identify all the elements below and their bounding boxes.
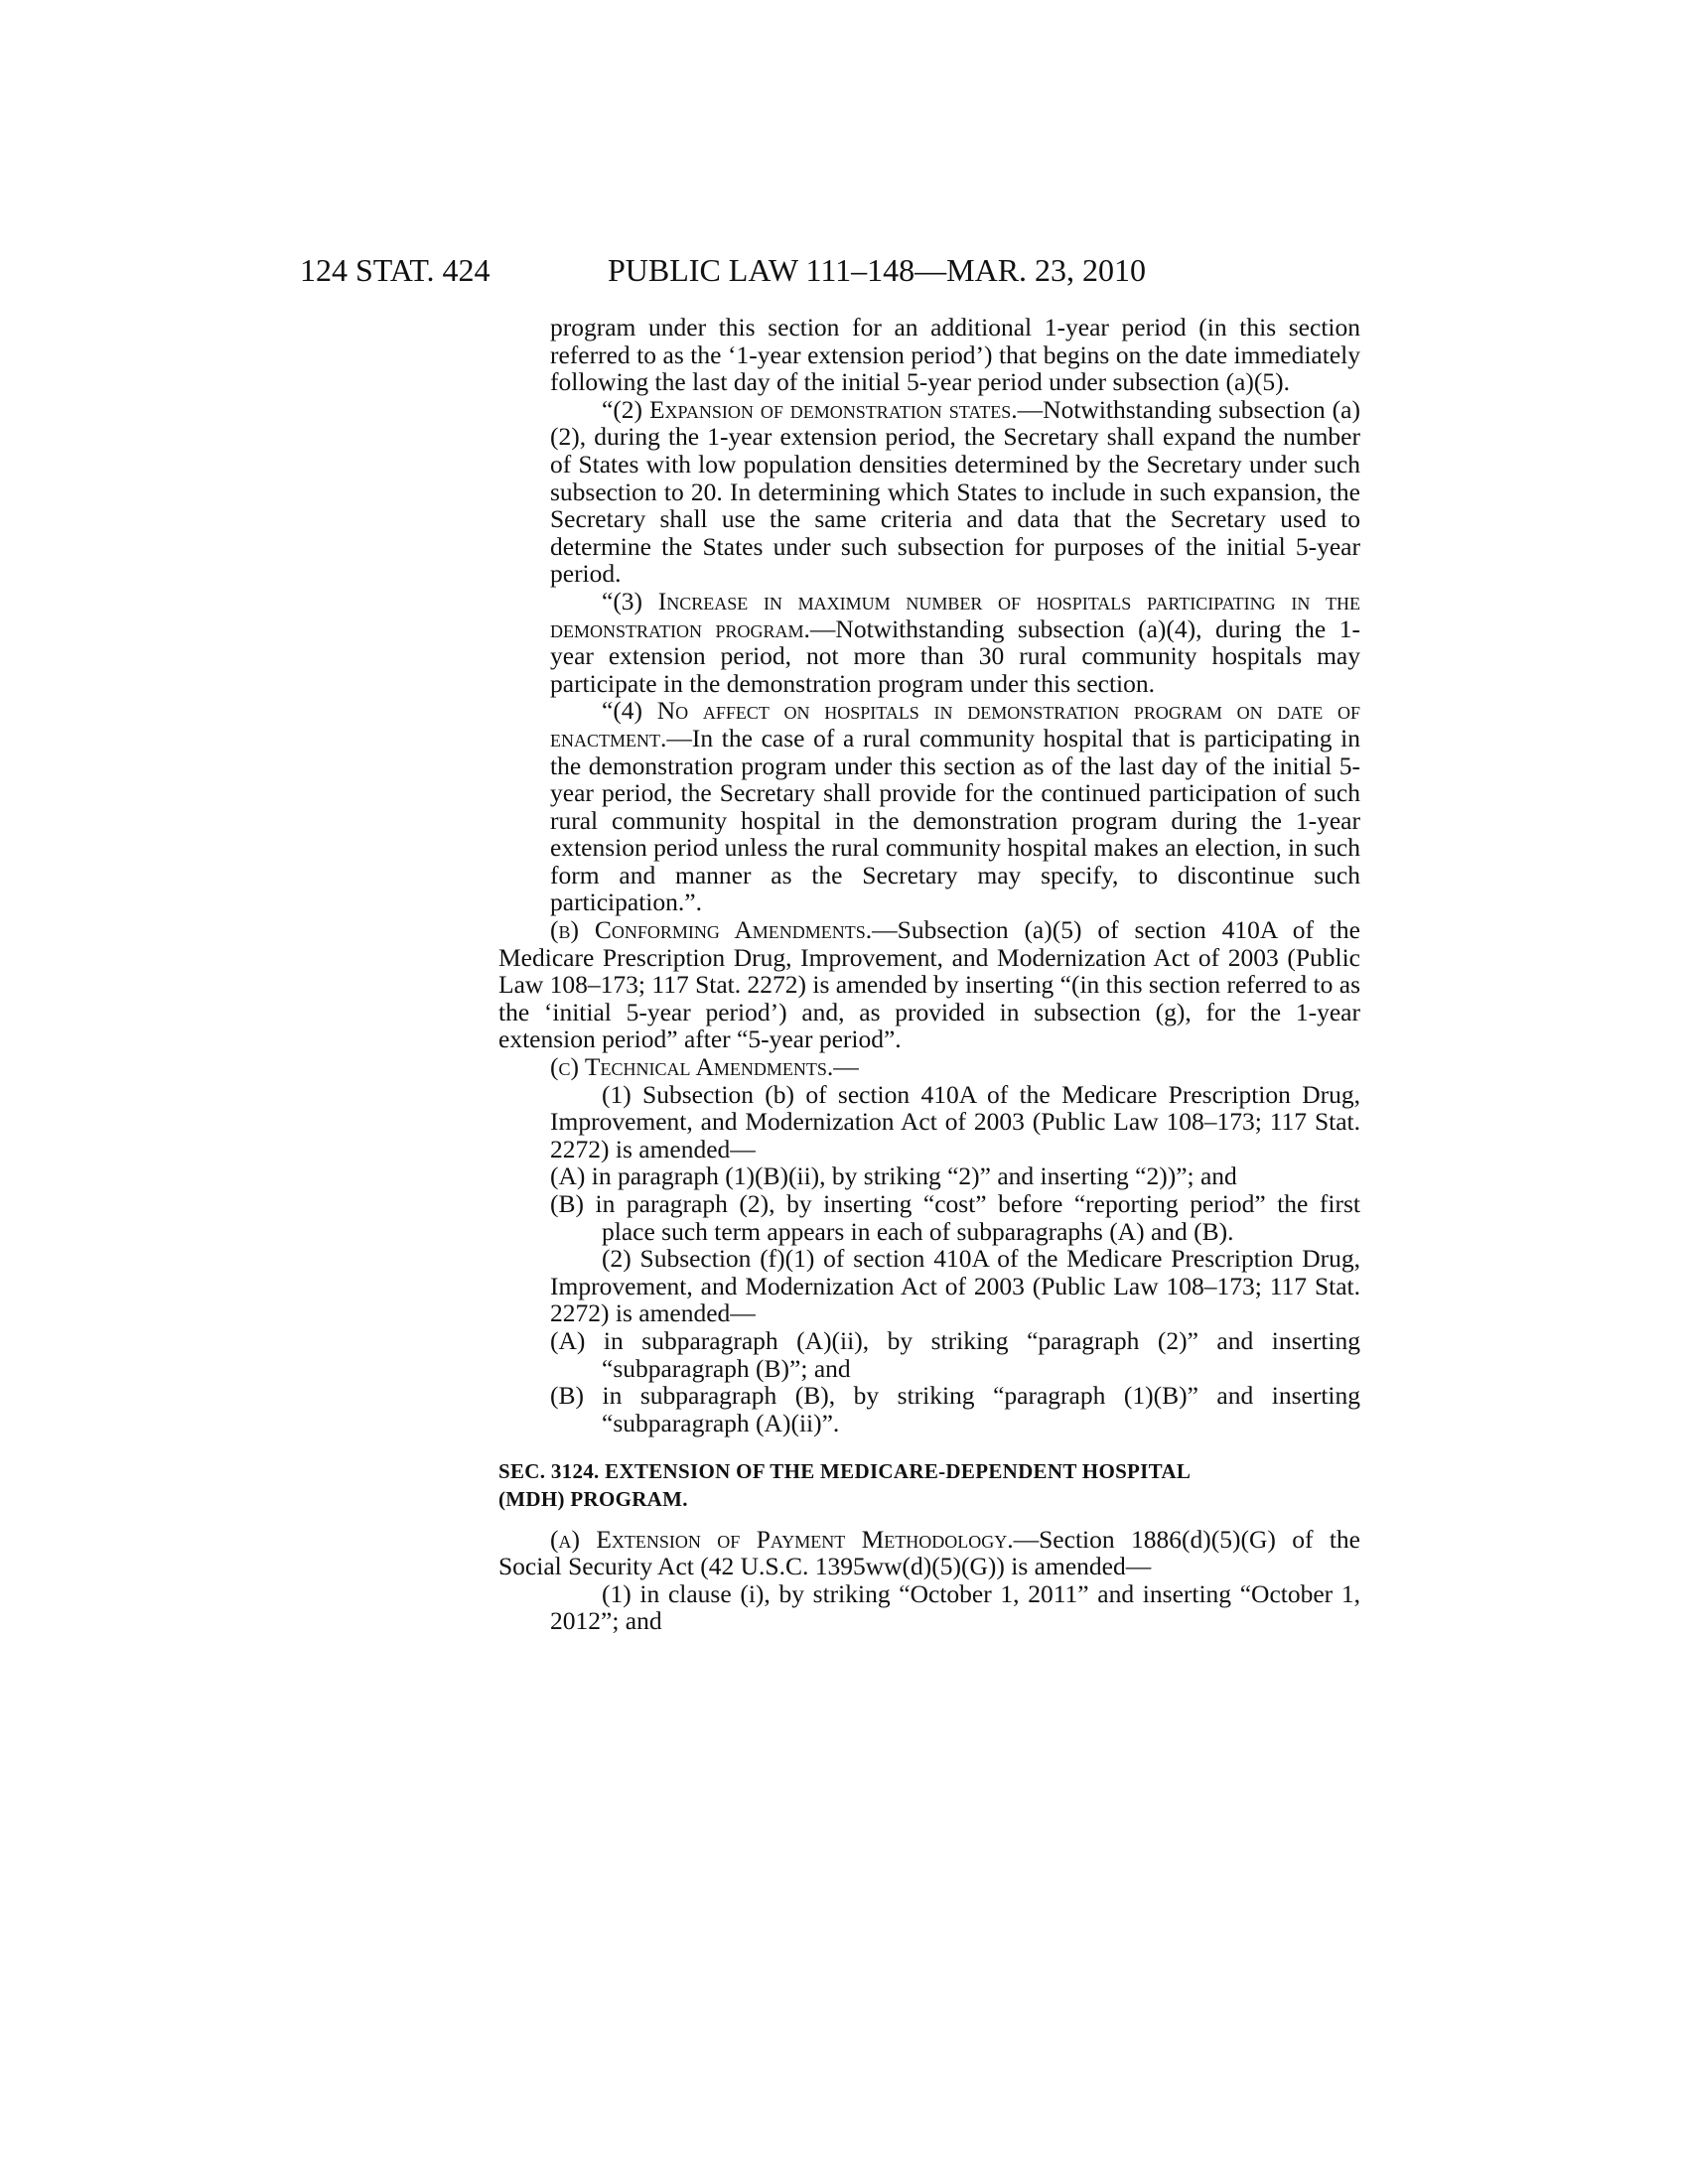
subsection-c	[498, 1053, 1360, 1081]
subsection-heading: (b) Conforming Amendments.	[550, 915, 873, 945]
paragraph-c1: (1) Subsection (b) of section 410A of the Medicare Prescription Drug, Improvement, and Modernization Act of 2003 (Public Law 108–173; 117 Stat. 2272) is amended—	[550, 1079, 1360, 1163]
subsection-a	[498, 1526, 1360, 1580]
running-head: PUBLIC LAW 111–148—MAR. 23, 2010	[608, 252, 1147, 288]
paragraph-no-affect	[550, 697, 1360, 916]
paragraph-continuation: program under this section for an additional 1-year period (in this section referred to as the ‘1-year extension period’) that begins on the date immediately following the last day of the initial 5-year period under subsection (a)(5).	[550, 313, 1360, 397]
paragraph-text: —In the case of a rural community hospital that is participating in the demonstration program under this section as of the last day of the initial 5-year period, the Secretary shall provide for the continued participation of such rural community hospital in the demonstration program during the 1-year extension period unless the rural community hospital makes an election, in such form and manner as the Secretary may specify, to discontinue such participation.”.	[550, 723, 1360, 917]
paragraph-text: —Notwithstanding subsection (a)(4), during the 1-year extension period, not more than 30 rural community hospitals may participate in the demonstration program under this section.	[550, 614, 1361, 698]
subparagraph-c2B: (B) in subparagraph (B), by striking “paragraph (1)(B)” and inserting “subparagraph (A)(ii)”.	[550, 1381, 1360, 1437]
paragraph-heading: “(4) No affect on hospitals in demonstration program on date of enactment.	[550, 696, 1360, 752]
paragraph-c2: (2) Subsection (f)(1) of section 410A of the Medicare Prescription Drug, Improvement, and Modernization Act of 2003 (Public Law 108–173; 117 Stat. 2272) is amended—	[550, 1244, 1360, 1328]
paragraph-expansion-states	[550, 396, 1360, 588]
subparagraph-c2A: (A) in subparagraph (A)(ii), by striking “paragraph (2)” and inserting “subparagraph (B)”; and	[550, 1325, 1360, 1383]
paragraph-text: —Notwithstanding subsection (a)(2), during the 1-year extension period, the Secretary shall expand the number of States with low population densities determined by the Secretary under such subsection to 20. In determining which States to include in such expansion, the Secretary shall use the same criteria and data that the Secretary used to determine the States under such subsection for purposes of the initial 5-year period.	[550, 394, 1360, 589]
page-header	[0, 252, 1688, 292]
stat-page-number: 124 STAT. 424	[300, 252, 491, 288]
section-heading	[498, 1458, 1360, 1513]
subparagraph-c1A: (A) in paragraph (1)(B)(ii), by striking “2)” and inserting “2))”; and	[550, 1161, 1237, 1191]
subparagraph-c1B: (B) in paragraph (2), by inserting “cost” before “reporting period” the first place such term appears in each of subparagraphs (A) and (B).	[550, 1189, 1360, 1246]
paragraph-heading: “(3) Increase in maximum number of hospitals participating in the demonstration program.	[550, 586, 1360, 643]
subsection-text: —	[833, 1052, 859, 1082]
subsection-heading: (a) Extension of Payment Methodology.	[550, 1524, 1014, 1554]
paragraph-a1: (1) in clause (i), by striking “October 1, 2011” and inserting “October 1, 2012”; and	[550, 1578, 1360, 1636]
subsection-heading: (c) Technical Amendments.	[550, 1052, 834, 1082]
subsection-text: —Subsection (a)(5) of section 410A of the Medicare Prescription Drug, Improvement, and Modernization Act of 2003 (Public Law 108–173; 117 Stat. 2272) is amended by inserting “(in this section referred to as the ‘initial 5-year period’) and, as provided in subsection (g), for the 1-year extension period” after “5-year period”.	[498, 915, 1360, 1054]
subsection-b	[498, 916, 1360, 1053]
paragraph-heading: “(2) Expansion of demonstration states.	[602, 394, 1018, 424]
paragraph-increase-maximum	[550, 588, 1360, 697]
section-heading-line1: SEC. 3124. EXTENSION OF THE MEDICARE-DEPENDENT HOSPITAL	[498, 1459, 1192, 1484]
subsection-text: —Section 1886(d)(5)(G) of the Social Security Act (42 U.S.C. 1395ww(d)(5)(G)) is amended—	[498, 1524, 1361, 1581]
page-body	[498, 314, 1360, 1635]
section-heading-line2: (MDH) PROGRAM.	[498, 1486, 688, 1511]
